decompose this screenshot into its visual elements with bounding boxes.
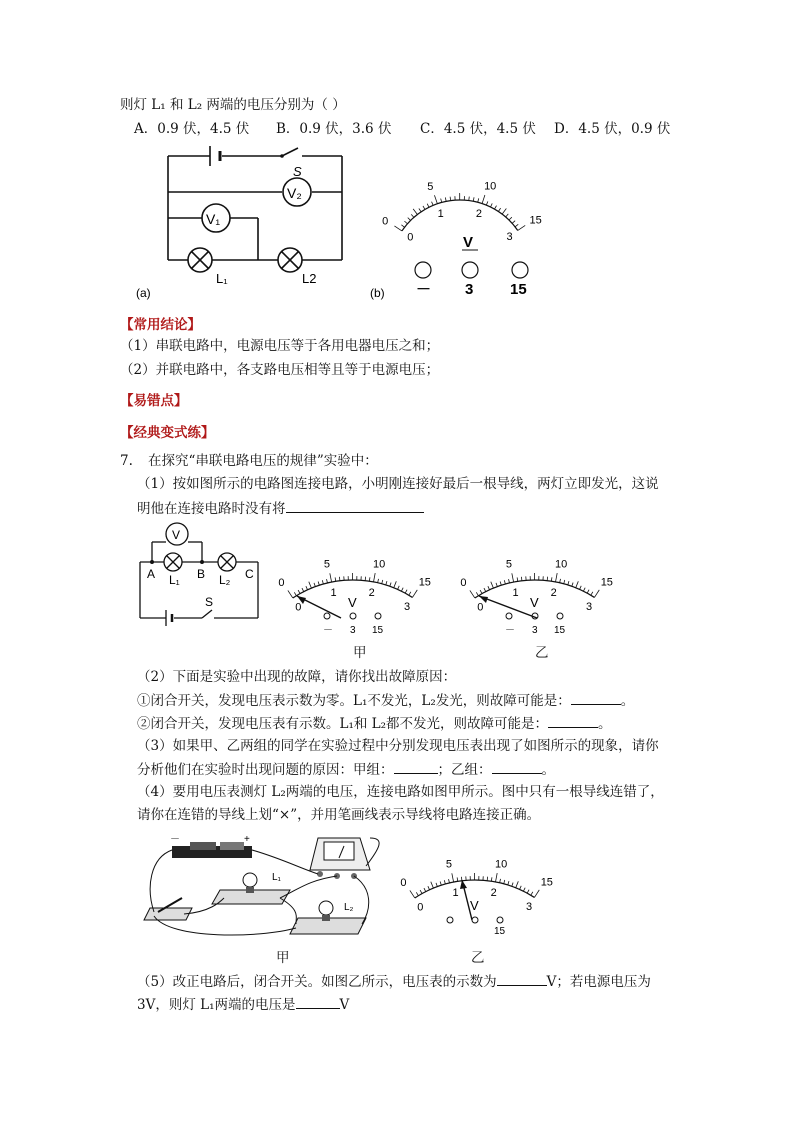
meter-yi-tick — [568, 581, 569, 585]
photo-l1: L₁ — [272, 872, 281, 883]
meter-part5-tick — [508, 881, 509, 885]
q6-circuit-a — [130, 140, 360, 305]
meter-jia-small-label: 2 — [368, 586, 375, 599]
answer-blank-4[interactable] — [394, 759, 438, 774]
meter-yi-tick — [496, 583, 497, 587]
q7-part2-item2: ②闭合开关，发现电压表有示数。L₁和 L₂都不发光，则故障可能是： 。 — [137, 713, 612, 734]
q6-meter-tick — [427, 204, 429, 208]
q6-meter-tick — [473, 197, 474, 201]
meter-part5-tick — [500, 879, 501, 883]
q7-circuit-c: C — [245, 567, 254, 581]
photo-minus: － — [170, 834, 180, 845]
meter-part5-small-label: 0 — [417, 901, 424, 914]
meter-jia-small-label: 1 — [330, 586, 337, 599]
q6-option-c: C．4.5 伏，4.5 伏 — [420, 121, 536, 137]
meter-yi-tick — [517, 577, 518, 581]
q6-meter-small-label: 0 — [407, 231, 414, 244]
q7-part5-line1: （5）改正电路后，闭合开关。如图乙所示，电压表的示数为 V；若电源电压为 — [137, 971, 651, 992]
meter-jia-tick — [369, 577, 370, 581]
q7-number: 7. — [120, 453, 133, 469]
meter-jia-big-label: 0 — [278, 577, 285, 590]
q6-meter-tick — [432, 202, 434, 206]
q7-part3-line1: （3）如果甲、乙两组的同学在实验过程中分别发现电压表出现了如图所示的现象，请你 — [137, 738, 659, 754]
meter-yi-small-label: 0 — [477, 601, 484, 614]
meter-yi-tick — [491, 582, 494, 588]
caption-yi: 乙 — [535, 645, 549, 661]
q6-meter-small-label: 2 — [475, 208, 483, 221]
conclusion-2: （2）并联电路中，各支路电压相等且等于电源电压； — [120, 362, 440, 378]
meter-part5-tick — [516, 881, 519, 888]
meter-part5-arc — [415, 880, 535, 898]
meter-part5-tick — [449, 879, 450, 883]
meter-part5-tick — [531, 892, 533, 895]
meter-yi-tick — [587, 590, 589, 594]
q6-meter-term-15: 15 — [510, 281, 527, 298]
meter-part5-tick — [512, 883, 513, 887]
meter-jia-term-minus: － — [323, 625, 333, 636]
meter-jia-tick — [412, 590, 417, 598]
meter-yi-tick — [504, 580, 505, 584]
answer-blank-7[interactable] — [296, 994, 340, 1009]
meter-yi-tick — [594, 590, 599, 598]
meter-yi-big-label: 10 — [555, 558, 568, 571]
meter-part5-tick — [410, 890, 415, 898]
meter-part5-tick — [520, 886, 522, 890]
q7-part4-line2: 请你在连错的导线上划“×”，并用笔画线表示导线将电路连接正确。 — [137, 807, 541, 823]
meter-jia-tick — [394, 581, 397, 588]
meter-yi-tick — [556, 573, 558, 582]
meter-yi-tick — [488, 586, 490, 590]
q6-meter-tick — [502, 209, 506, 215]
meter-jia-tick — [382, 580, 383, 584]
meter-part5-tick — [436, 883, 437, 887]
q6-meter-big-label: 15 — [529, 214, 542, 227]
meter-jia-tick — [302, 588, 304, 592]
q6-meter-small-label: 3 — [506, 231, 513, 244]
meter-yi-tick — [484, 588, 486, 592]
meter-yi-tick — [591, 592, 593, 595]
meter-part5-big-label: 5 — [445, 858, 453, 871]
meter-jia-tick — [306, 586, 308, 590]
meter-part5 — [390, 840, 570, 940]
meter-part5-tick — [527, 890, 529, 894]
q6-l1-label: L₁ — [216, 271, 228, 286]
meter-jia-big-label: 10 — [373, 558, 386, 571]
meter-yi-big-label: 5 — [505, 558, 513, 571]
q7-circuit-b: B — [197, 567, 206, 581]
q7-part5-line2: 3V，则灯 L₁两端的电压是 V — [137, 994, 349, 1015]
meter-jia-tick — [390, 583, 391, 587]
meter-yi-tick — [512, 573, 514, 582]
q6-meter-tick — [423, 206, 425, 209]
q6-meter-tick — [518, 225, 525, 230]
q6-meter-tick — [509, 217, 512, 220]
meter-jia-tick — [398, 586, 400, 590]
q6-meter-tick — [515, 224, 518, 226]
q6-meter-term-3: 3 — [465, 281, 474, 298]
meter-yi-tick — [500, 581, 501, 585]
q6-meter-v-label: V — [463, 234, 474, 251]
q6-meter-tick — [401, 225, 404, 227]
meter-jia-tick — [409, 592, 411, 595]
meter-part5-big-label: 0 — [400, 877, 407, 890]
mistakes-heading: 【易错点】 — [120, 393, 188, 409]
q6-stem: 则灯 L₁ 和 L₂ 两端的电压分别为（ ） — [120, 97, 346, 113]
caption-jia-2: 甲 — [276, 950, 290, 966]
q7-part2-item1: ①闭合开关，发现电压表示数为零。L₁不发光，L₂发光，则故障可能是： 。 — [137, 690, 634, 711]
q7-circuit-a: A — [147, 567, 156, 581]
meter-yi-term-15: 15 — [554, 625, 566, 636]
q6-meter-big-label: 10 — [484, 180, 497, 193]
meter-part5-v: V — [470, 898, 479, 913]
meter-jia-tick — [386, 581, 387, 585]
meter-jia-tick — [294, 592, 296, 595]
q6-meter-b — [360, 160, 560, 300]
meter-yi-tick — [576, 581, 579, 588]
meter-part5-tick — [428, 886, 430, 890]
meter-yi-tick — [564, 580, 565, 584]
photo-plus: + — [244, 834, 250, 845]
meter-part5-tick — [416, 892, 418, 895]
q7-circuit-l1: L₁ — [169, 573, 180, 587]
caption-jia: 甲 — [353, 645, 367, 661]
meter-yi-v: V — [530, 595, 539, 610]
meter-yi — [450, 530, 630, 640]
q6-l2-label: L2 — [302, 271, 317, 286]
meter-jia-tick — [378, 579, 379, 583]
q6-v1-label: V₁ — [206, 211, 221, 227]
q6-meter-tick — [478, 198, 479, 202]
q6-meter-tick — [445, 197, 446, 201]
q6-meter-tick — [441, 199, 442, 203]
q6-meter-tick — [411, 214, 414, 217]
q6-meter-tick — [498, 208, 500, 211]
meter-jia-term-3: 3 — [350, 625, 356, 636]
q6-meter-small-label: 1 — [437, 208, 444, 221]
meter-jia-tick — [405, 590, 407, 594]
meter-yi-tick — [470, 590, 475, 598]
meter-part5-tick — [534, 890, 539, 898]
q6-v2-label: V₂ — [287, 185, 302, 201]
meter-jia-tick — [374, 573, 376, 582]
q7-circuit-v: V — [172, 528, 181, 542]
photo-l2: L₂ — [344, 902, 354, 913]
q7-part1-text: 明他在连接电路时没有将 — [137, 501, 286, 517]
meter-part5-big-label: 15 — [540, 876, 553, 889]
meter-part5-tick — [457, 877, 458, 881]
meter-jia-v: V — [348, 595, 357, 610]
meter-part5-small-label: 3 — [526, 900, 533, 913]
meter-jia-tick — [318, 581, 319, 585]
meter-yi-term-3: 3 — [532, 625, 538, 636]
q6-switch-label: S — [293, 164, 302, 179]
q6-meter-tick — [413, 209, 417, 215]
q6-meter-big-label: 0 — [382, 215, 389, 228]
answer-blank-2[interactable] — [571, 690, 621, 705]
meter-jia-big-label: 15 — [418, 576, 431, 589]
meter-jia-tick — [309, 582, 312, 588]
answer-blank-1[interactable] — [286, 498, 424, 513]
q7-part2-head: （2）下面是实验中出现的故障，请你找出故障原因： — [137, 669, 457, 685]
q6-meter-tick — [512, 221, 515, 224]
q7-part1-line2 — [137, 498, 424, 519]
meter-part5-term-15: 15 — [494, 926, 506, 937]
q6-meter-tick — [419, 208, 421, 211]
q6-meter-tick — [469, 197, 470, 201]
q6-option-b: B．0.9 伏，3.6 伏 — [276, 121, 392, 137]
meter-yi-tick — [480, 590, 482, 594]
meter-jia — [268, 530, 448, 640]
meter-part5-small-label: 2 — [490, 886, 497, 899]
meter-jia-tick — [314, 583, 315, 587]
meter-yi-tick — [560, 579, 561, 583]
meter-jia-tick — [335, 577, 336, 581]
meter-yi-big-label: 15 — [600, 576, 613, 589]
meter-yi-term-minus: － — [505, 625, 515, 636]
q7-stem: 在探究“串联电路电压的规律”实验中： — [148, 453, 378, 469]
meter-yi-small-label: 3 — [586, 600, 593, 613]
meter-part5-tick — [523, 888, 525, 892]
meter-yi-small-label: 2 — [550, 586, 557, 599]
meter-yi-small-label: 1 — [512, 586, 519, 599]
meter-yi-tick — [509, 579, 510, 583]
meter-yi-big-label: 0 — [460, 577, 467, 590]
meter-part5-tick — [420, 890, 422, 894]
q6-meter-term-minus: － — [416, 281, 432, 298]
meter-jia-tick — [401, 588, 403, 592]
meter-jia-tick — [322, 580, 323, 584]
q6-meter-tick — [486, 201, 488, 205]
q7-part3-line2: 分析他们在实验时出现问题的原因：甲组： ；乙组： 。 — [137, 759, 555, 780]
q6-meter-tick — [490, 203, 492, 207]
q6-meter-tick — [434, 195, 437, 204]
conclusions-heading: 【常用结论】 — [120, 317, 201, 333]
q6-meter-arc — [402, 200, 518, 231]
meter-part5-tick — [440, 881, 441, 885]
q6-meter-tick — [450, 197, 451, 201]
q7-circuit-diagram — [132, 520, 267, 632]
meter-yi-tick — [580, 586, 582, 590]
meter-jia-tick — [298, 590, 300, 594]
meter-jia-term-15: 15 — [372, 625, 384, 636]
meter-part5-big-label: 10 — [495, 858, 508, 871]
meter-yi-tick — [572, 583, 573, 587]
q6-meter-tick — [495, 206, 497, 209]
meter-yi-tick — [551, 577, 552, 581]
meter-part5-small-label: 1 — [452, 886, 459, 899]
variants-heading: 【经典变式练】 — [120, 425, 215, 441]
q6-option-d: D．4.5 伏，0.9 伏 — [554, 121, 671, 137]
q6-meter-scale — [382, 181, 542, 244]
q6-fig-a-caption: (a) — [136, 286, 151, 300]
meter-part5-tick — [431, 882, 434, 888]
meter-part5-tick — [424, 888, 426, 892]
meter-jia-small-label: 3 — [404, 600, 411, 613]
caption-yi-2: 乙 — [471, 950, 485, 966]
q7-physical-circuit — [140, 828, 390, 946]
meter-jia-tick — [288, 590, 293, 598]
meter-part5-tick — [491, 877, 492, 881]
conclusion-1: （1）串联电路中，电源电压等于各用电器电压之和； — [120, 338, 440, 354]
q6-meter-tick — [404, 221, 407, 224]
q7-circuit-s: S — [205, 595, 214, 609]
answer-blank-6[interactable] — [497, 971, 547, 986]
q7-part1-line1: （1）按如图所示的电路图连接电路，小明刚连接好最后一根导线，两灯立即发光，这说 — [137, 476, 659, 492]
q6-meter-tick — [506, 214, 509, 217]
meter-jia-small-label: 0 — [295, 601, 302, 614]
meter-jia-tick — [327, 579, 328, 583]
meter-yi-tick — [476, 592, 478, 595]
q6-fig-b-caption: (b) — [370, 286, 385, 300]
meter-part5-tick — [504, 880, 505, 884]
q6-meter-big-label: 5 — [427, 180, 434, 193]
meter-jia-big-label: 5 — [323, 558, 331, 571]
meter-part5-tick — [444, 880, 445, 884]
q6-meter-tick — [408, 218, 411, 221]
q7-circuit-l2: L₂ — [219, 573, 231, 587]
meter-jia-tick — [330, 573, 332, 582]
q6-option-a: A．0.9 伏，4.5 伏 — [134, 121, 250, 137]
meter-part5-tick — [496, 873, 498, 882]
meter-yi-tick — [583, 588, 585, 592]
answer-blank-5[interactable] — [492, 759, 542, 774]
q6-meter-tick — [482, 195, 485, 204]
meter-part5-tick — [452, 873, 454, 882]
q7-part4-line1: （4）要用电压表测灯 L₂两端的电压，连接电路如图甲所示。图中只有一根导线连错了， — [137, 784, 664, 800]
q6-meter-tick — [394, 226, 401, 231]
answer-blank-3[interactable] — [548, 713, 598, 728]
